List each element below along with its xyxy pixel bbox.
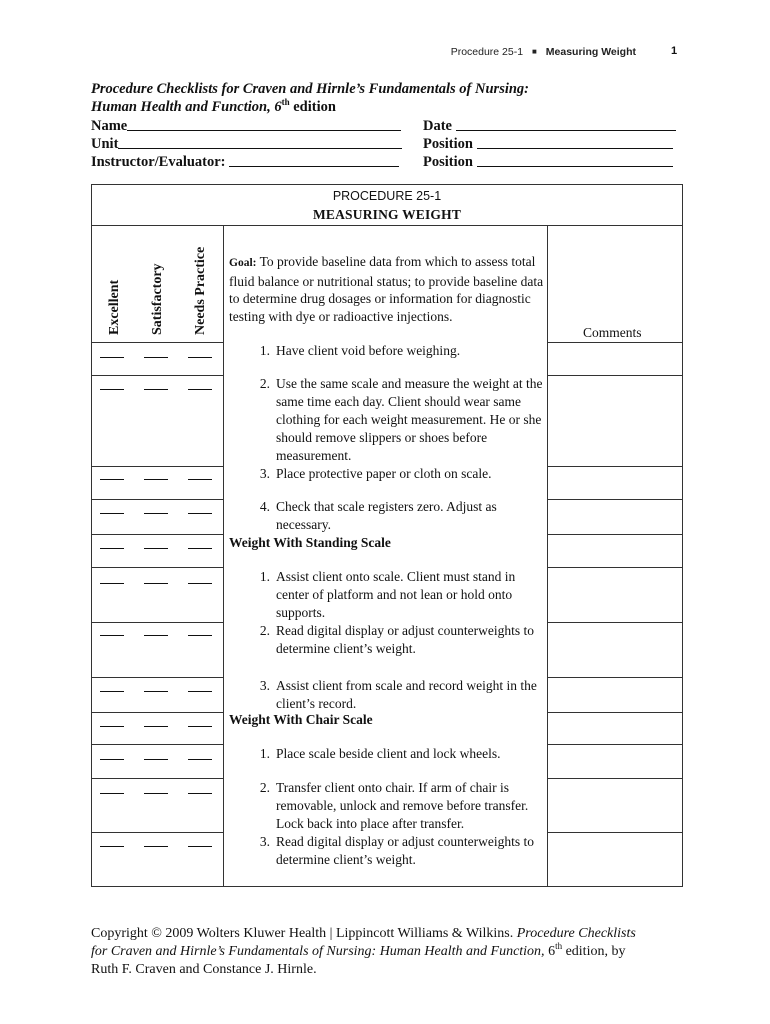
rating-blank[interactable] xyxy=(188,513,212,514)
goal-text: To provide baseline data from which to assess total fluid balance or nutritional status; to provide baseline data to determine drug dosages or information for diagnostic testing with dye or radioactive injections. xyxy=(229,254,544,324)
step-text: Place scale beside client and lock wheels. xyxy=(276,746,501,761)
step-text: Assist client from scale and record weight in the client’s record. xyxy=(276,678,537,711)
running-head xyxy=(451,46,636,58)
rating-blank[interactable] xyxy=(100,548,124,549)
section-heading-standing-scale: Weight With Standing Scale xyxy=(229,535,391,550)
rating-blank[interactable] xyxy=(144,793,168,794)
edition-suffix: edition xyxy=(289,99,336,115)
row-divider xyxy=(547,342,682,343)
rating-blank[interactable] xyxy=(100,583,124,584)
row-divider xyxy=(92,499,223,500)
step-text: Transfer client onto chair. If arm of chair is removable, unlock and remove before transfer. Lock back into place after transfer. xyxy=(276,780,529,831)
rating-blank[interactable] xyxy=(188,357,212,358)
row-divider xyxy=(547,778,682,779)
row-divider xyxy=(547,375,682,376)
row-divider xyxy=(92,342,223,343)
title-line-2-text: Human Health and Function, 6 xyxy=(91,99,282,115)
page-number: 1 xyxy=(671,45,678,57)
rating-blank[interactable] xyxy=(100,357,124,358)
field-row-instructor-position xyxy=(91,152,691,170)
position-field-2[interactable] xyxy=(477,152,673,167)
step-text: Read digital display or adjust counterweights to determine client’s weight. xyxy=(276,623,534,656)
rating-blank[interactable] xyxy=(188,759,212,760)
step-number: 4. xyxy=(259,499,270,514)
rating-blank[interactable] xyxy=(188,691,212,692)
field-row-unit-position xyxy=(91,134,691,152)
step-item xyxy=(250,498,550,534)
row-divider xyxy=(547,622,682,623)
rating-label-excellent: Excellent xyxy=(107,279,122,335)
rating-blank[interactable] xyxy=(188,793,212,794)
rating-blank[interactable] xyxy=(188,726,212,727)
rating-blank[interactable] xyxy=(144,726,168,727)
step-text: Read digital display or adjust counterweights to determine client’s weight. xyxy=(276,834,534,867)
checklist-table xyxy=(91,184,683,887)
title-line-2 xyxy=(91,98,691,116)
step-number: 1. xyxy=(259,746,270,761)
goal-label: Goal: xyxy=(229,257,257,269)
step-item xyxy=(250,465,550,483)
rating-blank[interactable] xyxy=(144,357,168,358)
step-item xyxy=(250,622,550,658)
rating-blank[interactable] xyxy=(100,793,124,794)
rating-blank[interactable] xyxy=(188,635,212,636)
document-title xyxy=(91,80,691,116)
edition-superscript: th xyxy=(281,97,290,107)
rating-blank[interactable] xyxy=(188,583,212,584)
unit-label: Unit xyxy=(91,136,119,152)
step-item xyxy=(250,833,550,869)
rating-blank[interactable] xyxy=(188,479,212,480)
comments-header: Comments xyxy=(583,325,642,340)
row-divider xyxy=(547,744,682,745)
step-item xyxy=(250,342,550,360)
position-label-2: Position xyxy=(423,154,473,170)
instructor-label: Instructor/Evaluator: xyxy=(91,154,226,170)
step-text: Assist client onto scale. Client must stand in center of platform and not lean or hold onto supports. xyxy=(276,569,516,620)
step-item xyxy=(250,779,550,833)
row-divider xyxy=(547,712,682,713)
rating-blank[interactable] xyxy=(100,635,124,636)
step-text: Check that scale registers zero. Adjust as necessary. xyxy=(276,499,497,532)
rating-label-needs-practice: Needs Practice xyxy=(193,246,208,335)
footer-edition-number: 6 xyxy=(544,944,556,959)
rating-blank[interactable] xyxy=(100,759,124,760)
row-divider xyxy=(92,832,223,833)
date-label: Date xyxy=(423,118,452,134)
step-number: 1. xyxy=(259,569,270,584)
date-field[interactable] xyxy=(456,116,676,131)
running-head-title: Measuring Weight xyxy=(545,46,636,58)
unit-field[interactable] xyxy=(118,134,402,149)
step-text: Place protective paper or cloth on scale. xyxy=(276,466,492,481)
rating-blank[interactable] xyxy=(144,759,168,760)
title-line-1: Procedure Checklists for Craven and Hirnle’s Fundamentals of Nursing: xyxy=(91,81,530,97)
step-item xyxy=(250,375,550,465)
rating-blank[interactable] xyxy=(100,513,124,514)
field-row-name-date xyxy=(91,116,691,134)
row-divider xyxy=(547,832,682,833)
step-number: 2. xyxy=(259,376,270,391)
rating-blank[interactable] xyxy=(100,479,124,480)
rating-blank[interactable] xyxy=(188,846,212,847)
step-number: 1. xyxy=(259,343,270,358)
row-divider xyxy=(547,677,682,678)
rating-blank[interactable] xyxy=(144,583,168,584)
rating-blank[interactable] xyxy=(144,479,168,480)
step-text: Have client void before weighing. xyxy=(276,343,461,358)
row-divider xyxy=(92,567,223,568)
rating-blank[interactable] xyxy=(144,513,168,514)
rating-blank[interactable] xyxy=(188,548,212,549)
rating-blank[interactable] xyxy=(144,389,168,390)
goal-text-block xyxy=(229,253,549,325)
rating-blank[interactable] xyxy=(144,846,168,847)
header-divider xyxy=(92,225,682,226)
rating-blank[interactable] xyxy=(100,846,124,847)
row-divider xyxy=(92,466,223,467)
footer-edition-superscript: th xyxy=(555,941,563,951)
row-divider xyxy=(92,712,223,713)
bullet-separator-icon: ■ xyxy=(532,47,537,56)
book-title: Procedure Checklists for Craven and Hirnle’s Fundamentals of Nursing: Human Health and Function, xyxy=(91,926,636,959)
step-item xyxy=(250,568,550,622)
step-number: 2. xyxy=(259,623,270,638)
position-label-1: Position xyxy=(423,136,473,152)
copyright-text: Copyright © 2009 Wolters Kluwer Health | Lippincott Williams & Wilkins. xyxy=(91,926,517,941)
row-divider xyxy=(92,778,223,779)
step-item xyxy=(250,677,550,713)
position-field-1[interactable] xyxy=(477,134,673,149)
rating-blank[interactable] xyxy=(100,726,124,727)
rating-blank[interactable] xyxy=(100,389,124,390)
footer-byline: edition, by Ruth F. Craven and Constance J. Hirnle. xyxy=(91,944,626,977)
step-number: 2. xyxy=(259,780,270,795)
step-number: 3. xyxy=(259,834,270,849)
running-head-procedure: Procedure 25-1 xyxy=(450,46,524,58)
name-field[interactable] xyxy=(127,116,401,131)
step-item xyxy=(250,745,550,763)
row-divider xyxy=(92,534,223,535)
row-divider xyxy=(547,567,682,568)
step-number: 3. xyxy=(259,466,270,481)
row-divider xyxy=(547,499,682,500)
section-heading-chair-scale: Weight With Chair Scale xyxy=(229,712,373,727)
rating-blank[interactable] xyxy=(100,691,124,692)
procedure-code: PROCEDURE 25-1 xyxy=(332,189,442,203)
row-divider xyxy=(547,534,682,535)
procedure-name: MEASURING WEIGHT xyxy=(312,207,462,222)
name-label: Name xyxy=(91,118,128,134)
rating-blank[interactable] xyxy=(144,548,168,549)
step-text: Use the same scale and measure the weight at the same time each day. Client should wear same clothing for each weight measurement. He or she should remove slippers or shoes before measurement. xyxy=(276,376,543,463)
rating-blank[interactable] xyxy=(144,691,168,692)
copyright-notice xyxy=(91,925,651,979)
row-divider xyxy=(92,677,223,678)
row-divider xyxy=(92,622,223,623)
rating-text-divider xyxy=(223,225,224,887)
rating-blank[interactable] xyxy=(144,635,168,636)
step-number: 3. xyxy=(259,678,270,693)
rating-blank[interactable] xyxy=(188,389,212,390)
rating-label-satisfactory: Satisfactory xyxy=(150,263,165,335)
row-divider xyxy=(547,466,682,467)
instructor-field[interactable] xyxy=(229,152,399,167)
row-divider xyxy=(92,375,223,376)
row-divider xyxy=(92,744,223,745)
